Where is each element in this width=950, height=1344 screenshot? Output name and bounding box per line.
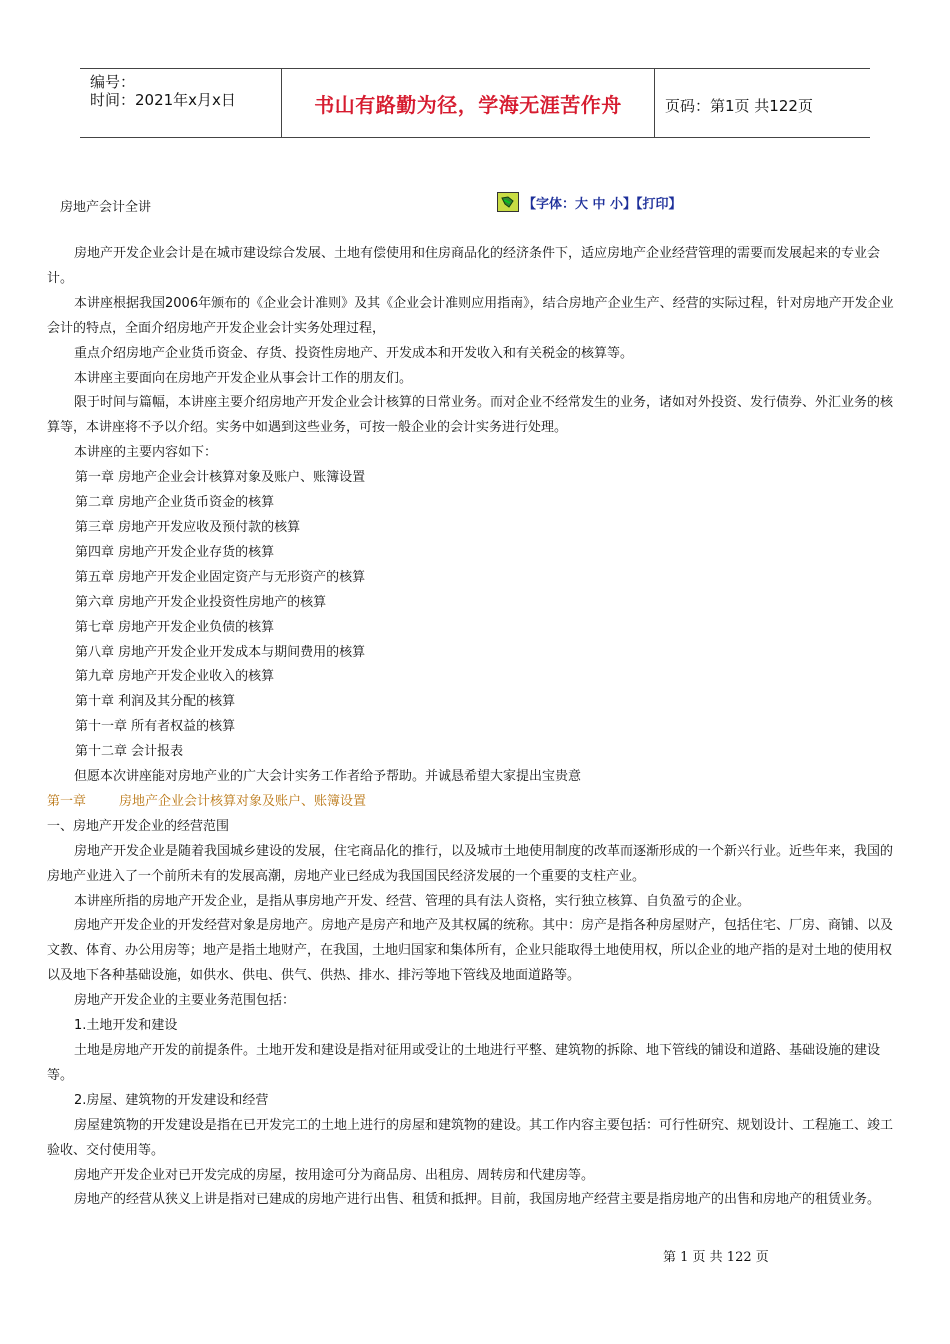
page-footer: 第 1 页 共 122 页 [663,1250,769,1265]
subheading: 2.房屋、建筑物的开发建设和经营 [74,1092,269,1108]
intro-paragraph: 本讲座根据我国2006年颁布的《企业会计准则》及其《企业会计准则应用指南》，结合房地产企业生产、经营的实际过程，针对房地产开发企业会计的特点，全面介绍房地产开发企业会计实务处理过程， [47,295,894,336]
body-paragraph: 房地产开发企业对已开发完成的房屋，按用途可分为商品房、出租房、周转房和代建房等。 [74,1167,595,1183]
toc-item: 第一章 房地产企业会计核算对象及账户、账簿设置 [75,470,366,486]
toc-item: 第十一章 所有者权益的核算 [75,719,236,735]
page-code: 页码：第1页 共122页 [665,97,813,115]
closing-paragraph: 但愿本次讲座能对房地产业的广大会计实务工作者给予帮助。并诚恳希望大家提出宝贵意 [74,769,582,785]
toc-item: 第十二章 会计报表 [75,744,184,760]
toc-item: 第二章 房地产企业货币资金的核算 [75,495,275,511]
body-paragraph: 房地产开发企业的主要业务范围包括： [74,993,296,1009]
header-table [80,68,870,138]
toc-item: 第九章 房地产开发企业收入的核算 [75,669,275,685]
body-paragraph: 房地产开发企业是随着我国城乡建设的发展，住宅商品化的推行，以及城市土地使用制度的改革而逐渐形成的一个新兴行业。近些年来，我国的房地产业进入了一个前所未有的发展高潮，房地产业已经成为我国国民经济发展的一个重要的支柱产业。 [47,843,894,884]
intro-paragraph: 房地产开发企业会计是在城市建设综合发展、土地有偿使用和住房商品化的经济条件下，适应房地产企业经营管理的需要而发展起来的专业会计。 [47,246,881,286]
section-heading: 一、房地产开发企业的经营范围 [47,818,230,834]
toc-item: 第三章 房地产开发应收及预付款的核算 [75,519,301,535]
toc-item: 第十章 利润及其分配的核算 [75,694,236,710]
doc-title: 房地产会计全讲 [60,200,152,215]
body-paragraph: 房地产的经营从狭义上讲是指对已建成的房地产进行出售、租赁和抵押。目前，我国房地产经营主要是指房地产的出售和房地产的租赁业务。 [74,1192,881,1208]
toc-item: 第八章 房地产开发企业开发成本与期间费用的核算 [75,644,366,660]
intro-paragraph: 本讲座主要面向在房地产开发企业从事会计工作的朋友们。 [74,370,413,386]
toc-item: 第四章 房地产开发企业存货的核算 [75,544,275,560]
intro-paragraph: 本讲座的主要内容如下： [74,445,218,461]
intro-paragraph: 重点介绍房地产企业货币资金、存货、投资性房地产、开发成本和开发收入和有关税金的核算等。 [74,345,634,361]
header-meta [90,73,236,109]
time-label: 时间：2021年x月x日 [90,91,236,109]
toc-item: 第七章 房地产开发企业负债的核算 [75,619,275,635]
font-size-links[interactable]: 【字体：大 中 小】【打印】 [523,196,682,212]
toc-item: 第六章 房地产开发企业投资性房地产的核算 [75,594,327,610]
body-paragraph: 房屋建筑物的开发建设是指在已开发完工的土地上进行的房屋和建筑物的建设。其工作内容主要包括：可行性研究、规划设计、工程施工、竣工验收、交付使用等。 [47,1117,894,1158]
document-body [47,242,897,1213]
bulb-icon[interactable] [497,192,519,212]
toc-item: 第五章 房地产开发企业固定资产与无形资产的核算 [75,569,366,585]
chapter-heading [47,790,897,815]
body-paragraph: 本讲座所指的房地产开发企业，是指从事房地产开发、经营、管理的具有法人资格，实行独立核算、自负盈亏的企业。 [74,893,751,909]
intro-paragraph: 限于时间与篇幅，本讲座主要介绍房地产开发企业会计核算的日常业务。而对企业不经常发生的业务，诸如对外投资、发行债券、外汇业务的核算等，本讲座将不予以介绍。实务中如遇到这些业务，可按一般企业的会计实务进行处理。 [47,395,894,436]
motto: 书山有路勤为径，学海无涯苦作舟 [281,69,655,137]
subheading: 1.土地开发和建设 [74,1018,178,1034]
body-paragraph: 土地是房地产开发的前提条件。土地开发和建设是指对征用或受让的土地进行平整、建筑物的拆除、地下管线的铺设和道路、基础设施的建设等。 [47,1043,881,1083]
chapter-title: 房地产企业会计核算对象及账户、账簿设置 [119,793,367,809]
number-label: 编号： [90,73,136,91]
chapter-number: 第一章 [47,793,87,809]
font-toolbar [497,192,682,212]
body-paragraph: 房地产开发企业的开发经营对象是房地产。房地产是房产和地产及其权属的统称。其中：房产是指各种房屋财产，包括住宅、厂房、商铺、以及文教、体育、办公用房等；地产是指土地财产，在我国，土地归国家和集体所有，企业只能取得土地使用权，所以企业的地产指的是对土地的使用权以及地下各种基础设施，如供水、供电、供气、供热、排水、排污等地下管线及地面道路等。 [47,918,894,984]
